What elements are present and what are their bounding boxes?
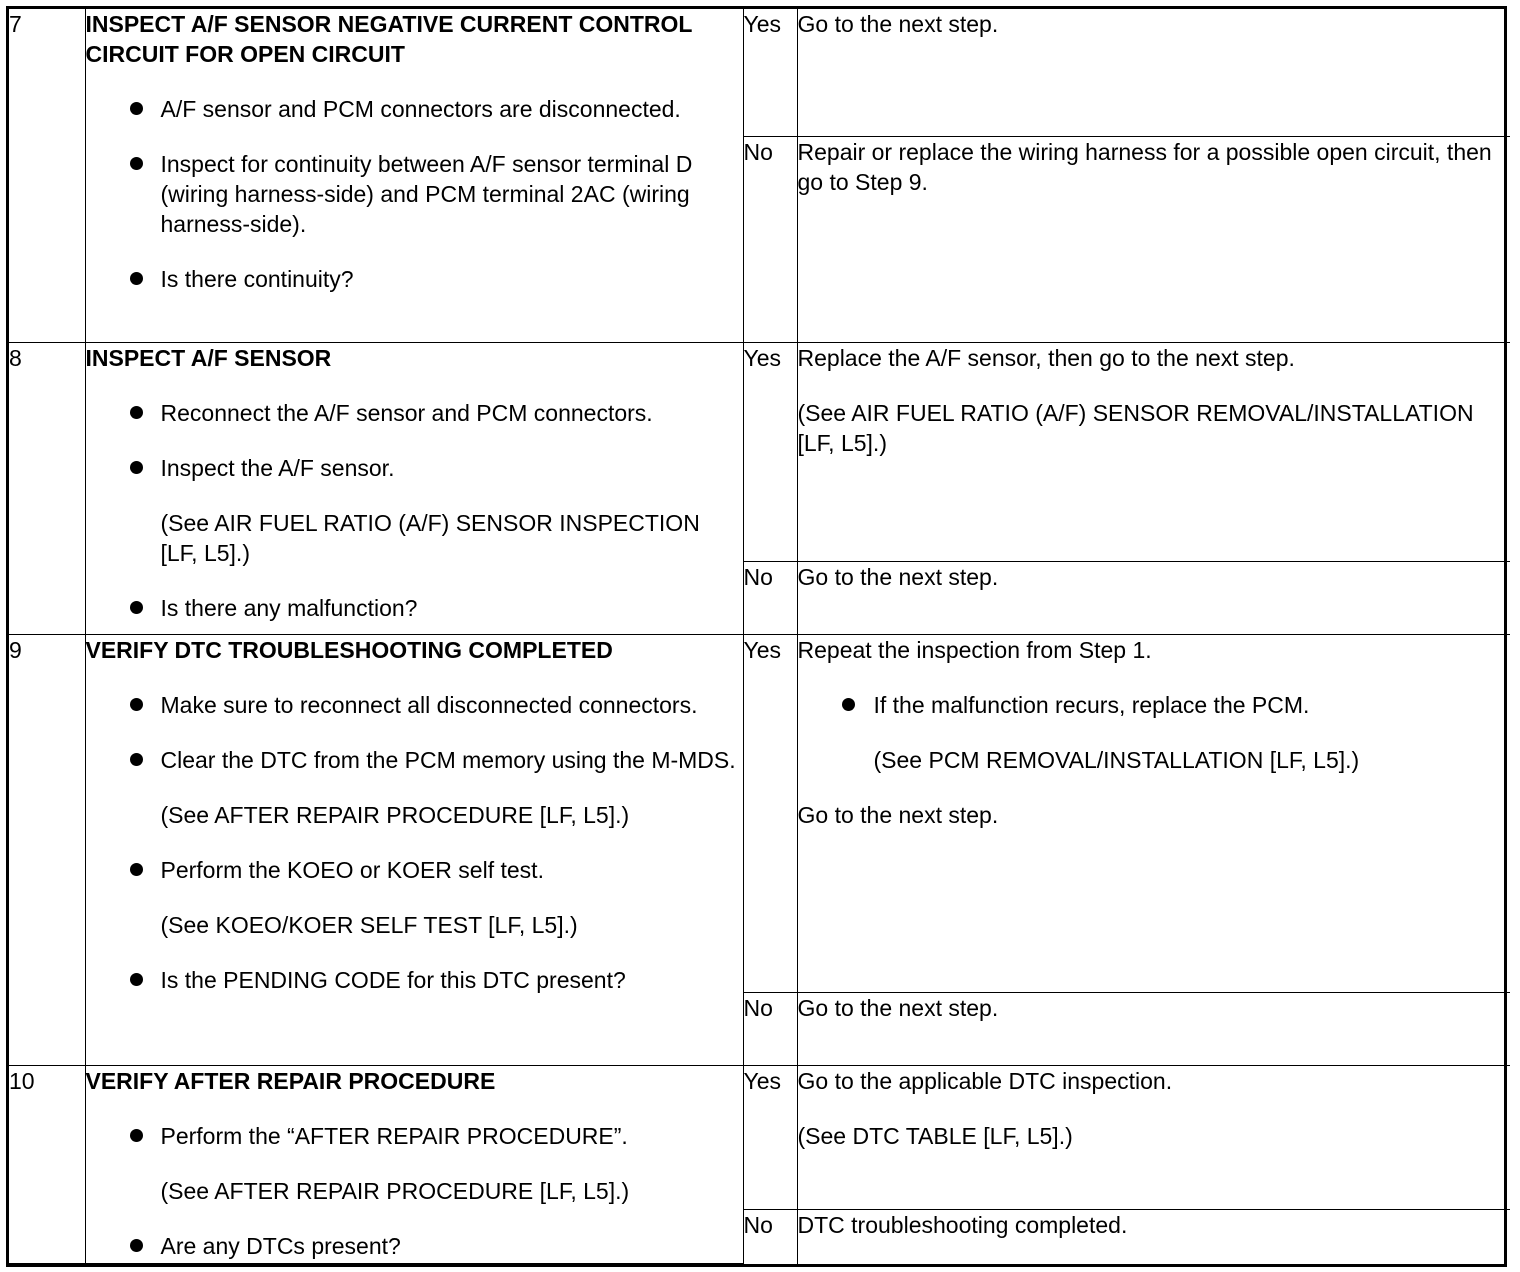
step-row-7-yes [9, 9, 1510, 136]
yes-result [797, 634, 1510, 992]
result-reference: (See DTC TABLE [LF, L5].) [797, 1122, 1073, 1149]
action-item: Is there any malfunction? [86, 593, 743, 623]
no-result [797, 561, 1510, 634]
action-item: Clear the DTC from the PCM memory using the M-MDS. (See AFTER REPAIR PROCEDURE [LF, L5].) [86, 745, 743, 830]
result-bullet-list [798, 690, 1511, 720]
no-label: No [743, 136, 797, 342]
yes-label: Yes [743, 9, 797, 136]
step-row-9-yes [9, 634, 1510, 992]
yes-label: Yes [743, 342, 797, 561]
yes-result [797, 1065, 1510, 1209]
yes-result [797, 9, 1510, 136]
step-action-cell [85, 634, 743, 1065]
action-list [86, 398, 743, 623]
yes-label: Yes [743, 634, 797, 992]
step-title: VERIFY AFTER REPAIR PROCEDURE [85, 1067, 496, 1094]
action-item: Make sure to reconnect all disconnected connectors. [86, 690, 743, 720]
step-number: 9 [9, 634, 85, 1065]
yes-label: Yes [743, 1065, 797, 1209]
no-result [797, 992, 1510, 1065]
action-reference: (See AFTER REPAIR PROCEDURE [LF, L5].) [160, 801, 630, 828]
action-list [86, 1121, 743, 1261]
result-text: Go to the applicable DTC inspection. [797, 1067, 1173, 1094]
action-reference: (See AFTER REPAIR PROCEDURE [LF, L5].) [160, 1177, 630, 1204]
step-number: 10 [9, 1065, 85, 1264]
result-text: Go to the next step. [797, 11, 999, 37]
action-item: A/F sensor and PCM connectors are disconnected. [86, 94, 743, 124]
action-item: Is the PENDING CODE for this DTC present? [86, 965, 743, 995]
action-list [86, 690, 743, 995]
result-reference: (See PCM REMOVAL/INSTALLATION [LF, L5].) [873, 746, 1360, 773]
result-text: Go to the next step. [797, 563, 999, 590]
step-number: 7 [9, 9, 85, 342]
result-text: Replace the A/F sensor, then go to the next step. [797, 344, 1295, 371]
action-item: Perform the “AFTER REPAIR PROCEDURE”. (See AFTER REPAIR PROCEDURE [LF, L5].) [86, 1121, 743, 1206]
action-reference: (See AIR FUEL RATIO (A/F) SENSOR INSPECTION [LF, L5].) [160, 509, 700, 566]
troubleshooting-table [6, 6, 1507, 1267]
step-action-cell [85, 342, 743, 634]
step-title: VERIFY DTC TROUBLESHOOTING COMPLETED [85, 636, 613, 663]
no-label: No [743, 1209, 797, 1264]
step-row-10-yes [9, 1065, 1510, 1209]
action-item: Perform the KOEO or KOER self test. (See KOEO/KOER SELF TEST [LF, L5].) [86, 855, 743, 940]
step-title: INSPECT A/F SENSOR [85, 344, 332, 371]
result-text: Repair or replace the wiring harness for a possible open circuit, then go to Step 9. [797, 138, 1492, 195]
step-title: INSPECT A/F SENSOR NEGATIVE CURRENT CONTROL CIRCUIT FOR OPEN CIRCUIT [85, 11, 693, 67]
result-reference: (See AIR FUEL RATIO (A/F) SENSOR REMOVAL/INSTALLATION [LF, L5].) [797, 399, 1474, 456]
action-reference: (See KOEO/KOER SELF TEST [LF, L5].) [160, 911, 578, 938]
no-label: No [743, 561, 797, 634]
steps-table [9, 9, 1510, 1264]
step-number: 8 [9, 342, 85, 634]
action-item: Is there continuity? [86, 264, 743, 294]
no-result [797, 1209, 1510, 1264]
action-list [86, 94, 743, 294]
action-item: Reconnect the A/F sensor and PCM connectors. [86, 398, 743, 428]
result-text-after: Go to the next step. [797, 801, 999, 828]
action-item: Inspect the A/F sensor. (See AIR FUEL RATIO (A/F) SENSOR INSPECTION [LF, L5].) [86, 453, 743, 568]
action-item: Are any DTCs present? [86, 1231, 743, 1261]
result-text: DTC troubleshooting completed. [797, 1211, 1128, 1238]
no-label: No [743, 992, 797, 1065]
action-item: Inspect for continuity between A/F sensor terminal D (wiring harness-side) and PCM terminal 2AC (wiring harness-side). [86, 149, 743, 239]
yes-result [797, 342, 1510, 561]
result-bullet: If the malfunction recurs, replace the PCM. [798, 690, 1511, 720]
result-text: Go to the next step. [797, 994, 999, 1021]
step-action-cell [85, 1065, 743, 1264]
step-action-cell [85, 9, 743, 342]
step-row-8-yes [9, 342, 1510, 561]
no-result [797, 136, 1510, 342]
result-text: Repeat the inspection from Step 1. [797, 636, 1152, 663]
